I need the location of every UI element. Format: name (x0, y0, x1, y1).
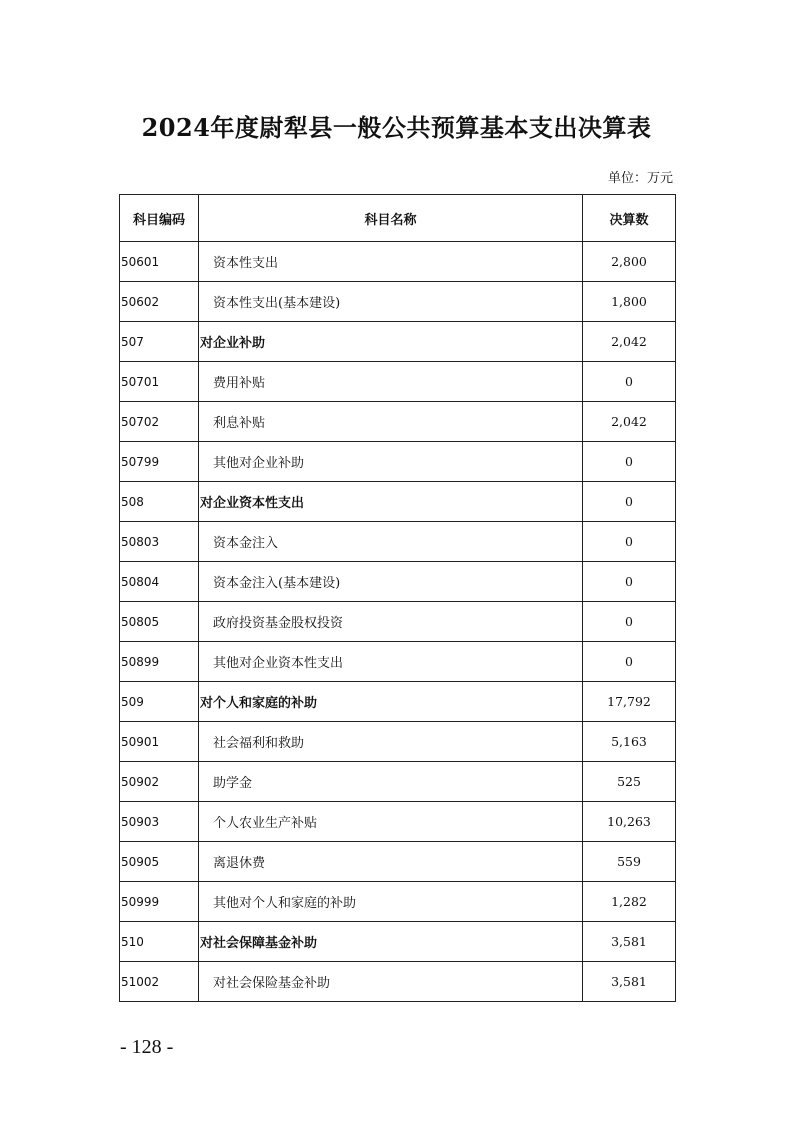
table-row (120, 482, 676, 522)
row-code: 50805 (120, 602, 199, 642)
row-name: 其他对个人和家庭的补助 (199, 882, 583, 922)
row-value: 0 (583, 482, 676, 522)
row-code: 510 (120, 922, 199, 962)
table-row (120, 402, 676, 442)
row-code: 50903 (120, 802, 199, 842)
row-code: 51002 (120, 962, 199, 1002)
table-row (120, 882, 676, 922)
row-value: 5,163 (583, 722, 676, 762)
row-value: 2,042 (583, 322, 676, 362)
table-row (120, 322, 676, 362)
row-name: 其他对企业补助 (199, 442, 583, 482)
table-row (120, 962, 676, 1002)
row-name: 助学金 (199, 762, 583, 802)
row-name: 政府投资基金股权投资 (199, 602, 583, 642)
row-name: 对个人和家庭的补助 (199, 682, 583, 722)
unit-label: 单位：万元 (607, 171, 673, 186)
header-name: 科目名称 (199, 195, 583, 242)
table-row (120, 282, 676, 322)
table-row (120, 642, 676, 682)
row-code: 50799 (120, 442, 199, 482)
table-row (120, 762, 676, 802)
row-code: 50905 (120, 842, 199, 882)
row-name: 资本金注入 (199, 522, 583, 562)
row-name: 对企业补助 (199, 322, 583, 362)
row-value: 525 (583, 762, 676, 802)
table-row (120, 842, 676, 882)
row-value: 1,282 (583, 882, 676, 922)
row-code: 509 (120, 682, 199, 722)
row-name: 资本性支出(基本建设) (199, 282, 583, 322)
row-code: 50901 (120, 722, 199, 762)
row-code: 50601 (120, 242, 199, 282)
table-header-row (120, 195, 676, 242)
row-name: 资本性支出 (199, 242, 583, 282)
row-value: 17,792 (583, 682, 676, 722)
page-title: 2024年度尉犁县一般公共预算基本支出决算表 (141, 113, 652, 142)
row-code: 507 (120, 322, 199, 362)
row-code: 50999 (120, 882, 199, 922)
row-value: 0 (583, 602, 676, 642)
row-value: 0 (583, 362, 676, 402)
table-row (120, 922, 676, 962)
row-value: 2,042 (583, 402, 676, 442)
table-row (120, 442, 676, 482)
table-body (120, 242, 676, 1002)
table-row (120, 522, 676, 562)
row-name: 社会福利和救助 (199, 722, 583, 762)
table-row (120, 682, 676, 722)
row-value: 0 (583, 522, 676, 562)
row-name: 对社会保障基金补助 (199, 922, 583, 962)
row-value: 559 (583, 842, 676, 882)
table-row (120, 242, 676, 282)
row-code: 50902 (120, 762, 199, 802)
row-code: 50803 (120, 522, 199, 562)
table-row (120, 562, 676, 602)
budget-table (119, 194, 676, 1002)
table-row (120, 602, 676, 642)
row-name: 资本金注入(基本建设) (199, 562, 583, 602)
header-code: 科目编码 (120, 195, 199, 242)
table-row (120, 802, 676, 842)
table-row (120, 362, 676, 402)
row-code: 50804 (120, 562, 199, 602)
row-value: 3,581 (583, 962, 676, 1002)
row-code: 50899 (120, 642, 199, 682)
row-name: 离退休费 (199, 842, 583, 882)
row-value: 0 (583, 442, 676, 482)
row-code: 50602 (120, 282, 199, 322)
row-value: 2,800 (583, 242, 676, 282)
row-code: 508 (120, 482, 199, 522)
row-name: 其他对企业资本性支出 (199, 642, 583, 682)
table-row (120, 722, 676, 762)
row-value: 3,581 (583, 922, 676, 962)
row-name: 个人农业生产补贴 (199, 802, 583, 842)
row-value: 0 (583, 642, 676, 682)
row-name: 费用补贴 (199, 362, 583, 402)
row-value: 10,263 (583, 802, 676, 842)
row-name: 对企业资本性支出 (199, 482, 583, 522)
row-code: 50701 (120, 362, 199, 402)
row-code: 50702 (120, 402, 199, 442)
page-number: - 128 - (120, 1036, 174, 1058)
row-value: 0 (583, 562, 676, 602)
row-value: 1,800 (583, 282, 676, 322)
header-value: 决算数 (583, 195, 676, 242)
row-name: 对社会保险基金补助 (199, 962, 583, 1002)
row-name: 利息补贴 (199, 402, 583, 442)
